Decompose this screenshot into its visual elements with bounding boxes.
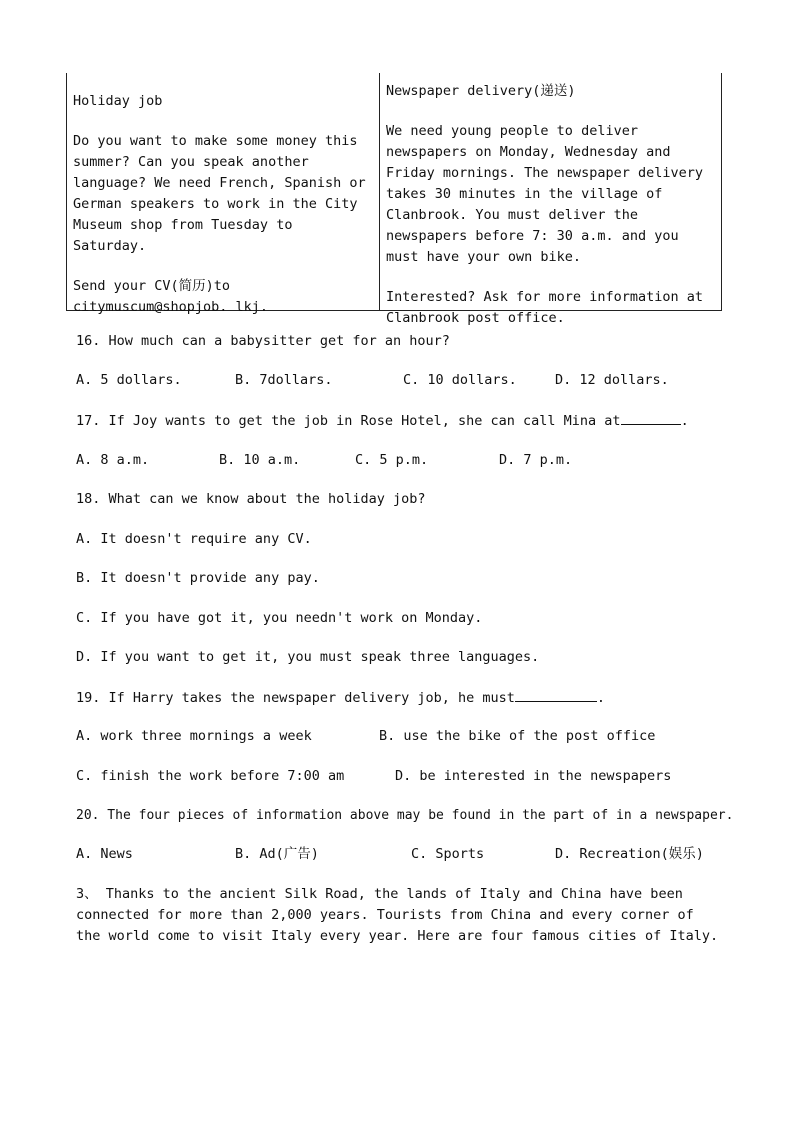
passage-3-intro: 3、 Thanks to the ancient Silk Road, the lands of Italy and China have been connected for more than 2,000 years. Tourists from China and every corner of the world come to visit Italy every year. Here are four famous cities of Italy. [76,886,719,944]
q19-option-c: C. finish the work before 7:00 am [76,768,345,784]
q17-option-d: D. 7 p.m. [499,452,573,468]
question-17 [76,410,689,432]
q19-option-b: B. use the bike of the post office [379,728,656,744]
q17-option-b: B. 10 a.m. [219,452,301,468]
q19-option-a: A. work three mornings a week [76,728,312,744]
answer-blank [515,687,597,702]
q18-option-b: B. It doesn't provide any pay. [76,570,320,586]
holiday-job-title: Holiday job [73,93,163,109]
question-17-end: . [680,413,689,429]
q20-option-d: D. Recreation(娱乐) [555,846,704,862]
question-16-stem: 16. How much can a babysitter get for an hour? [76,333,450,349]
q19-option-d: D. be interested in the newspapers [395,768,672,784]
q20-option-c: C. Sports [411,846,485,862]
q16-option-d: D. 12 dollars. [555,372,669,388]
answer-blank [621,410,681,425]
question-20-stem: 20. The four pieces of information above may be found in the part of in a newspaper. [76,808,734,823]
q17-option-a: A. 8 a.m. [76,452,150,468]
q18-option-a: A. It doesn't require any CV. [76,531,312,547]
newspaper-delivery-body: We need young people to deliver newspapers on Monday, Wednesday and Friday mornings. The newspaper delivery takes 30 minutes in the village of Clanbrook. You must deliver the newspapers before 7: 30 a.m. and you must have your own bike. [386,123,703,265]
holiday-job-cell [67,73,380,315]
newspaper-delivery-cell [380,73,721,326]
holiday-job-body: Do you want to make some money this summer? Can you speak another language? We need French, Spanish or German speakers to work in the City Museum shop from Tuesday to Saturday. [73,133,366,254]
question-17-stem: 17. If Joy wants to get the job in Rose Hotel, she can call Mina at [76,413,621,429]
q16-option-b: B. 7dollars. [235,372,333,388]
holiday-job-contact: Send your CV(简历)to citymuscum@shopjob. lkj. [73,278,269,315]
q18-option-c: C. If you have got it, you needn't work on Monday. [76,610,483,626]
q18-option-d: D. If you want to get it, you must speak three languages. [76,649,540,665]
q20-option-b: B. Ad(广告) [235,846,319,862]
question-19-end: . [596,690,606,706]
q16-option-c: C. 10 dollars. [403,372,517,388]
job-ads-table [66,73,722,326]
q20-option-a: A. News [76,846,133,862]
q16-option-a: A. 5 dollars. [76,372,182,388]
q17-option-c: C. 5 p.m. [355,452,429,468]
question-19 [76,687,605,709]
newspaper-delivery-title: Newspaper delivery(递送) [386,83,576,99]
question-19-stem: 19. If Harry takes the newspaper delivery job, he must [76,690,515,706]
newspaper-delivery-contact: Interested? Ask for more information at Clanbrook post office. [386,289,703,326]
question-18-stem: 18. What can we know about the holiday job? [76,491,426,507]
